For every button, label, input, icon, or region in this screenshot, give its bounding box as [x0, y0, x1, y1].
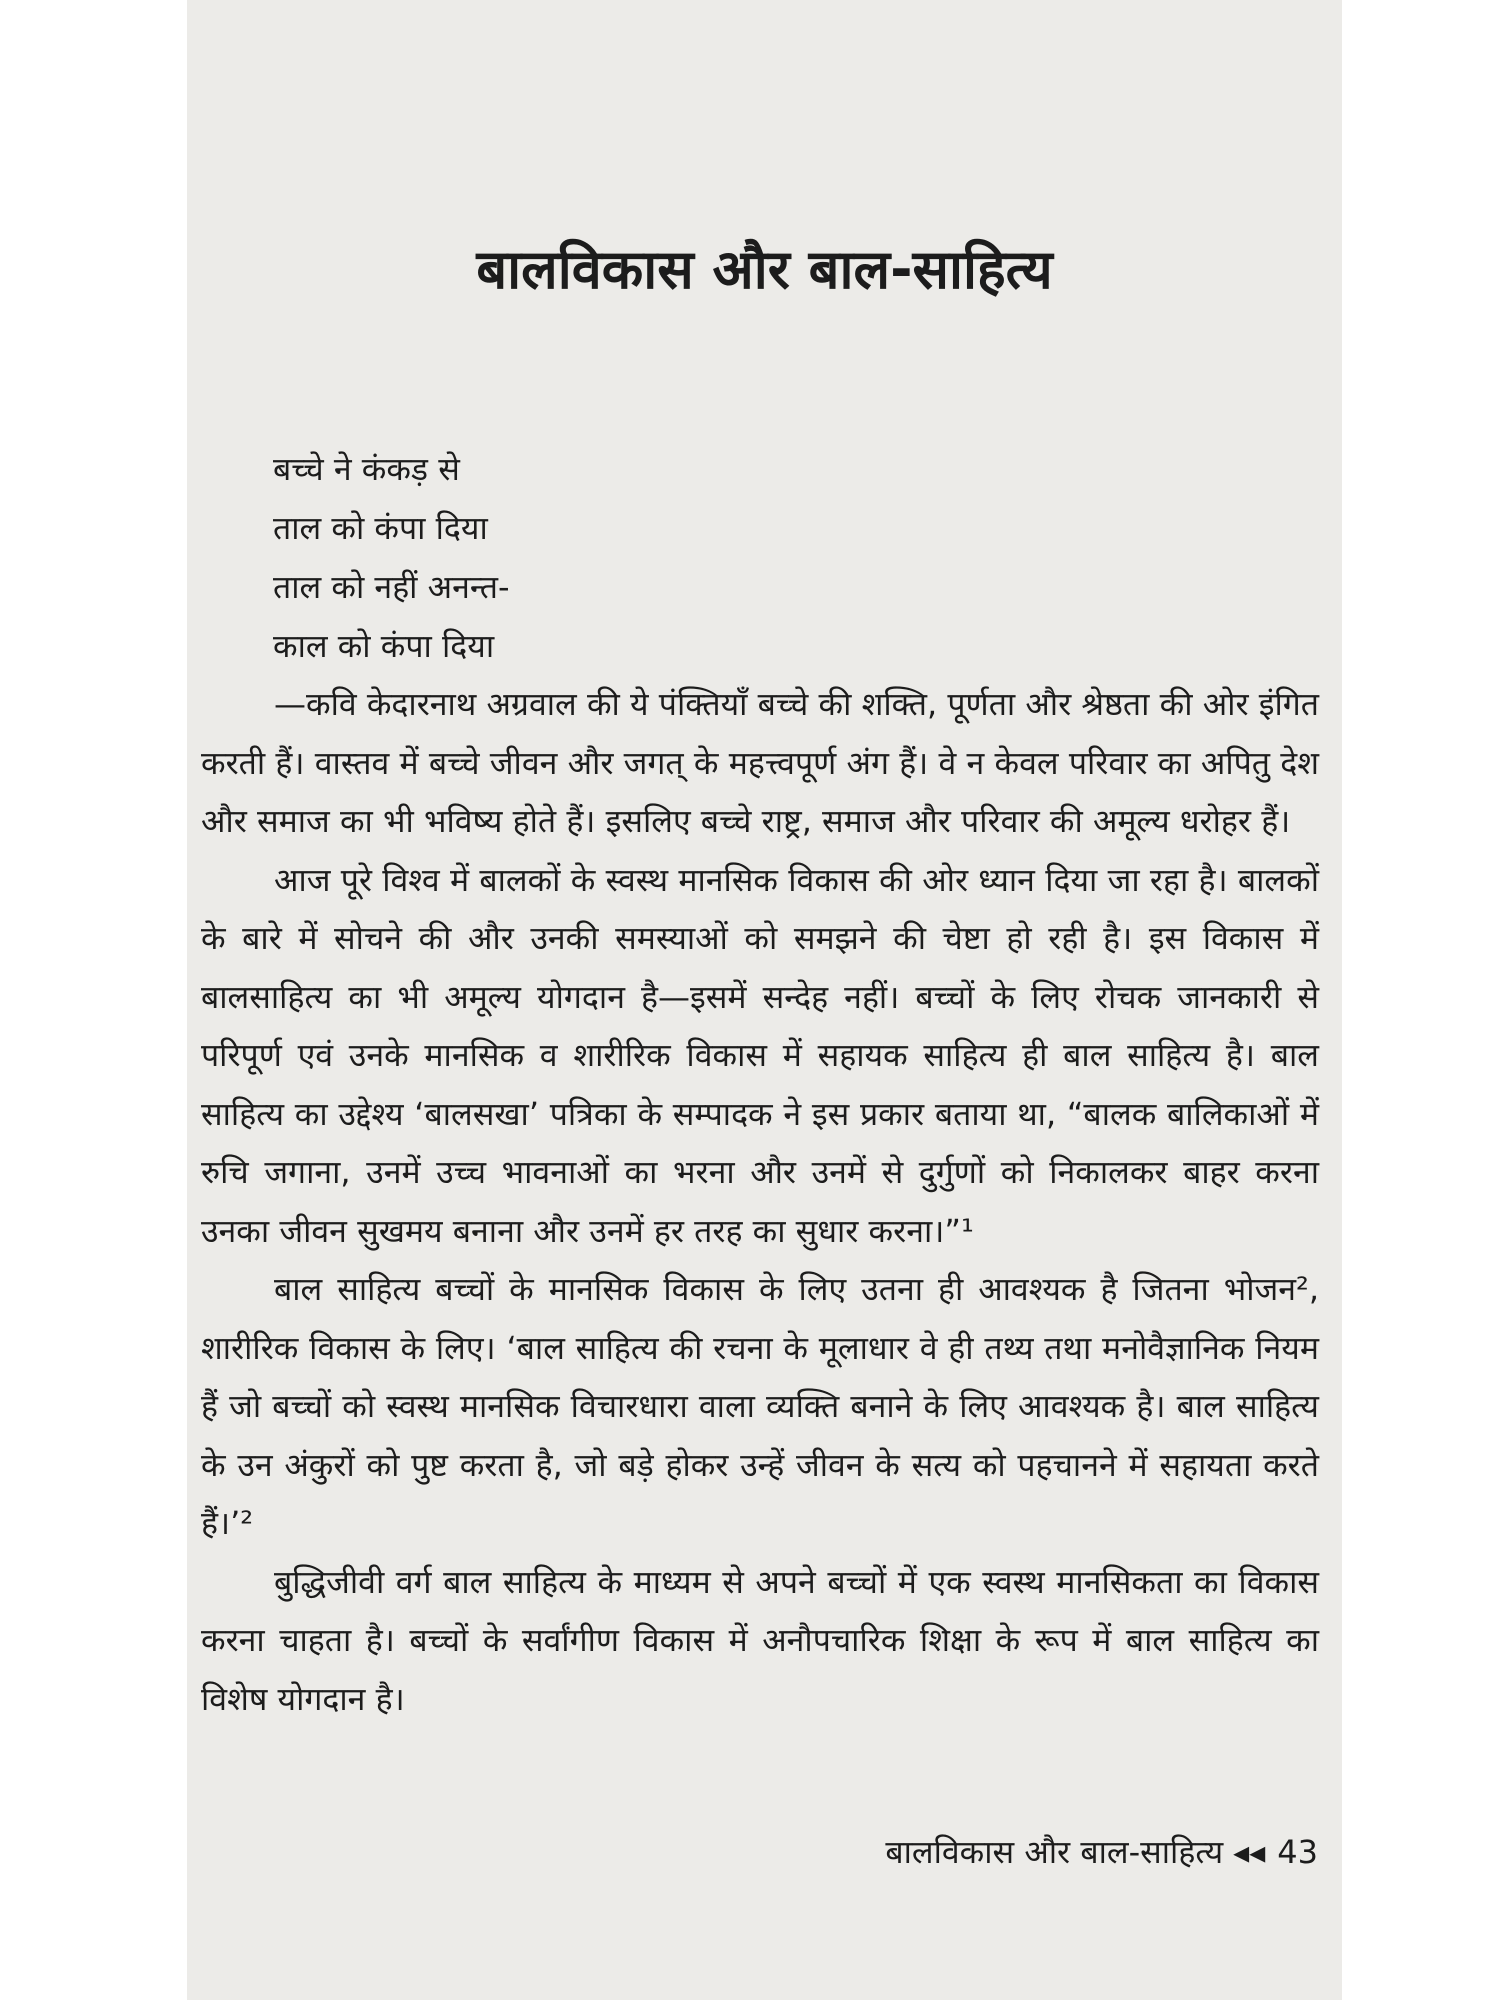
page-title: बालविकास और बाल-साहित्य	[476, 238, 1053, 301]
poem-line: बच्चे ने कंकड़ से	[273, 450, 460, 488]
body-text	[201, 675, 1319, 1728]
poem-line: ताल को कंपा दिया	[273, 509, 488, 547]
poem-line: ताल को नहीं अनन्त-	[273, 568, 510, 606]
right-margin	[1342, 0, 1500, 2000]
paragraph: बाल साहित्य बच्चों के मानसिक विकास के लिए उतना ही आवश्यक है जितना भोजन², शारीरिक विकास के लिए। ‘बाल साहित्य की रचना के मूलाधार वे ही तथ्य तथा मनोवैज्ञानिक नियम हैं जो बच्चों को स्वस्थ मानसिक विचारधारा वाला व्यक्ति बनाने के लिए आवश्यक है। बाल साहित्य के उन अंकुरों को पुष्ट करता है, जो बड़े होकर उन्हें जीवन के सत्य को पहचानने में सहायता करते हैं।’²	[201, 1270, 1319, 1542]
page-footer	[885, 1830, 1318, 1874]
page-number: 43	[1277, 1833, 1318, 1871]
paragraph: —कवि केदारनाथ अग्रवाल की ये पंक्तियाँ बच्चे की शक्ति, पूर्णता और श्रेष्ठता की ओर इंगित करती हैं। वास्तव में बच्चे जीवन और जगत् के महत्त्वपूर्ण अंग हैं। वे न केवल परिवार का अपितु देश और समाज का भी भविष्य होते हैं। इसलिए बच्चे राष्ट्र, समाज और परिवार की अमूल्य धरोहर हैं।	[201, 685, 1319, 840]
poem-block	[273, 440, 510, 676]
paragraph: बुद्धिजीवी वर्ग बाल साहित्य के माध्यम से अपने बच्चों में एक स्वस्थ मानसिकता का विकास करना चाहता है। बच्चों के सर्वांगीण विकास में अनौपचारिक शिक्षा के रूप में बाल साहित्य का विशेष योगदान है।	[201, 1562, 1319, 1718]
left-margin	[0, 0, 187, 2000]
poem-line: काल को कंपा दिया	[273, 627, 495, 665]
running-title: बालविकास और बाल-साहित्य	[885, 1833, 1224, 1871]
paragraph: आज पूरे विश्व में बालकों के स्वस्थ मानसिक विकास की ओर ध्यान दिया जा रहा है। बालकों के बारे में सोचने की और उनकी समस्याओं को समझने की चेष्टा हो रही है। इस विकास में बालसाहित्य का भी अमूल्य योगदान है—इसमें सन्देह नहीं। बच्चों के लिए रोचक जानकारी से परिपूर्ण एवं उनके मानसिक व शारीरिक विकास में सहायक साहित्य ही बाल साहित्य है। बाल साहित्य का उद्देश्य ‘बालसखा’ पत्रिका के सम्पादक ने इस प्रकार बताया था, “बालक बालिकाओं में रुचि जगाना, उनमें उच्च भावनाओं का भरना और उनमें से दुर्गुणों को निकालकर बाहर करना उनका जीवन सुखमय बनाना और उनमें हर तरह का सुधार करना।”¹	[201, 860, 1319, 1250]
double-arrow-left-icon: ◂◂	[1233, 1833, 1266, 1871]
book-page	[187, 0, 1342, 2000]
